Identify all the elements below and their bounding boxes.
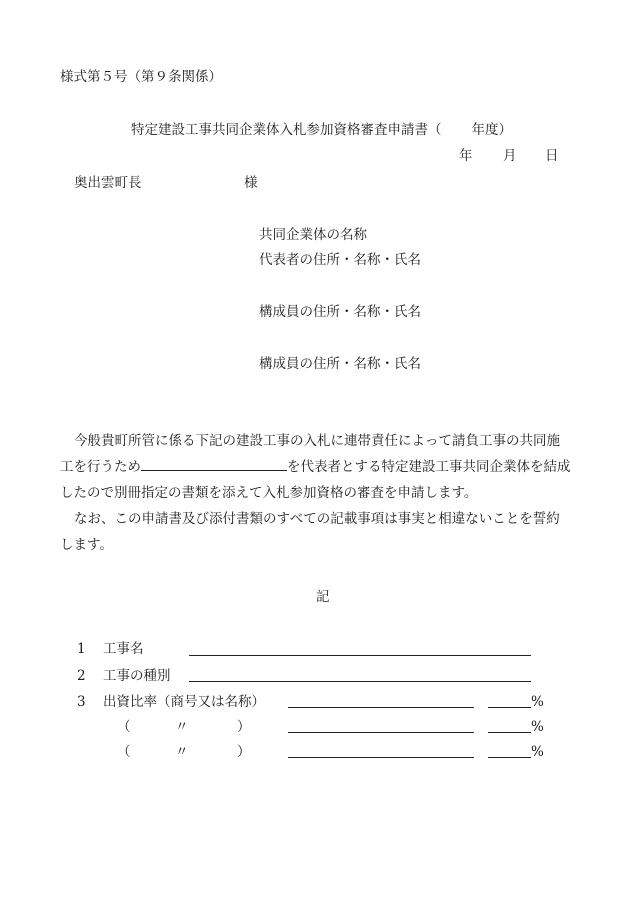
member2-ratio-line[interactable]	[488, 732, 531, 733]
construction-type-line[interactable]	[189, 681, 531, 682]
addressee-name: 奥出雲町長	[74, 175, 142, 191]
form-number: 様式第５号（第９条関係）	[60, 69, 222, 85]
member1-label: 構成員の住所・名称・氏名	[259, 304, 421, 320]
body-line-4	[60, 507, 576, 532]
body-line-4-text: なお、この申請書及び添付書類のすべての記載事項は事実と相違ないことを誓約	[74, 511, 560, 527]
representative-blank[interactable]	[141, 457, 287, 471]
item2-label: 工事の種別	[103, 668, 171, 684]
body-line-2	[60, 455, 576, 480]
body-line-1-text: 今般貴町所管に係る下記の建設工事の入札に連帯責任によって請負工事の共同施	[74, 433, 560, 449]
title-main: 特定建設工事共同企業体入札参加資格審査申請書（	[131, 122, 442, 138]
document-title	[131, 124, 512, 138]
member1-ratio-line[interactable]	[488, 707, 531, 708]
row3-close-paren: ）	[237, 744, 251, 760]
row3-open-paren: （	[117, 744, 131, 760]
member3-company-line[interactable]	[288, 757, 474, 758]
item2-number: 2	[77, 668, 86, 684]
body-line-3	[60, 481, 576, 506]
representative-label: 代表者の住所・名称・氏名	[259, 252, 421, 268]
body-line-5	[60, 533, 576, 558]
date-day-label: 日	[545, 148, 559, 164]
body-line-2-post: を代表者とする特定建設工事共同企業体を結成	[287, 459, 571, 475]
addressee-honorific: 様	[244, 175, 258, 191]
row2-open-paren: （	[117, 719, 131, 735]
title-year-suffix: 年度）	[471, 122, 512, 138]
member3-ratio-line[interactable]	[488, 757, 531, 758]
member2-percent: %	[531, 719, 544, 735]
date-month-label: 月	[503, 148, 517, 164]
member1-company-line[interactable]	[288, 707, 474, 708]
ki-heading: 記	[316, 589, 330, 605]
member3-percent: %	[531, 744, 544, 760]
date-year-label: 年	[459, 148, 473, 164]
member2-company-line[interactable]	[288, 732, 474, 733]
item3-number: 3	[77, 694, 86, 710]
item1-number: 1	[77, 641, 86, 657]
item1-label: 工事名	[103, 641, 144, 657]
jv-name-label: 共同企業体の名称	[259, 227, 367, 243]
body-line-2-pre: 工を行うため	[60, 459, 141, 475]
body-line-5-text: します。	[60, 537, 113, 553]
row3-ditto-mark: 〃	[175, 744, 189, 760]
construction-name-line[interactable]	[189, 655, 531, 656]
member1-percent: %	[531, 694, 544, 710]
row2-close-paren: ）	[237, 719, 251, 735]
item3-label: 出資比率（商号又は名称）	[103, 694, 265, 710]
body-line-3-text: したので別冊指定の書類を添えて入札参加資格の審査を申請します。	[60, 485, 478, 501]
member2-label: 構成員の住所・名称・氏名	[259, 356, 421, 372]
body-line-1	[60, 429, 576, 454]
row2-ditto-mark: 〃	[175, 719, 189, 735]
